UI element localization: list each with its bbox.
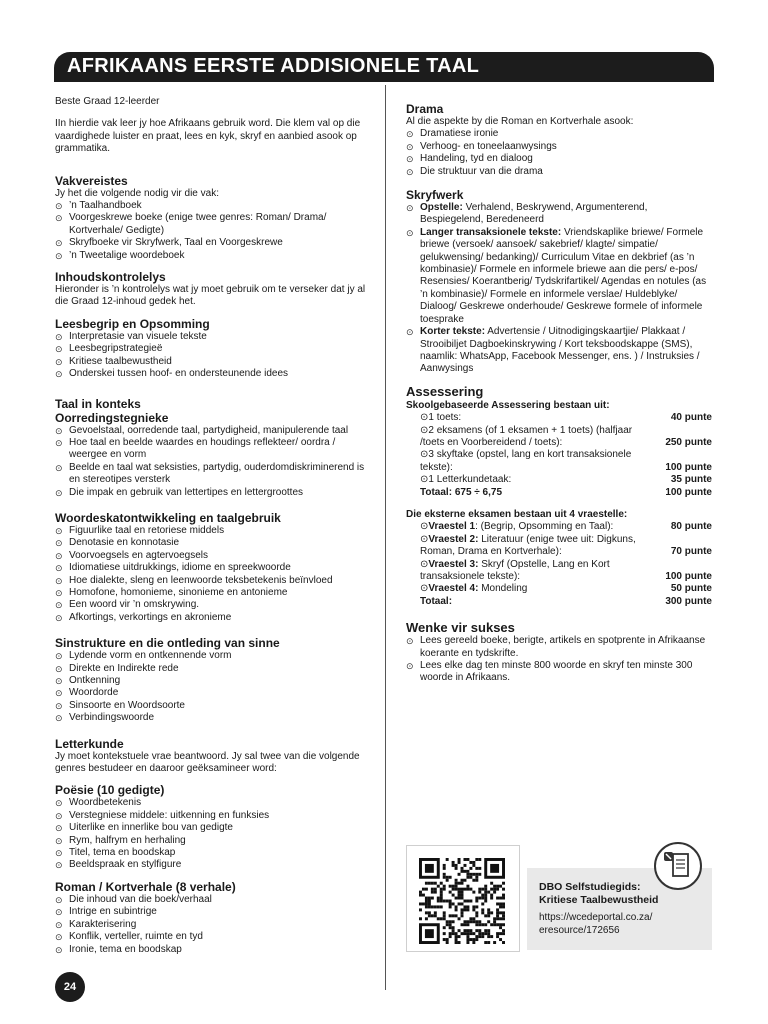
bullet-icon: ⊙	[55, 525, 63, 536]
bullet-icon: ⊙	[55, 676, 63, 686]
assessment-subheading: Skoolgebaseerde Assessering bestaan uit:	[406, 399, 610, 411]
list-item	[55, 550, 367, 562]
list-item	[55, 919, 367, 931]
item-text: Advertensie / Uitnodigingskaartjie/ Plakkaat / Strooibiljet Dagboekinskrywing / Kort teksboodskappe (SMS), naamlik: WhatsApp, Facebook Messenger, ens. ) / Instruksies / Aanwysings	[420, 326, 700, 375]
total-label: Totaal:	[420, 595, 453, 607]
bullet-list	[55, 200, 367, 262]
exam-row	[406, 559, 712, 584]
section-heading: Taal in konteks	[55, 396, 141, 411]
list-item-text: Ironie, tema en boodskap	[69, 943, 182, 955]
exam-text: Skryf (Opstelle, Lang en Kort transaksionele tekste):	[420, 558, 610, 582]
list-item-text: Karakterisering	[69, 918, 137, 930]
list-item-text: Titel, tema en boodskap	[69, 847, 176, 859]
section-heading: Drama	[406, 102, 444, 116]
list-item	[406, 660, 712, 685]
list-item	[406, 128, 712, 140]
list-item-text: Beelde en taal wat seksisties, partydig, ouderdomdiskriminerend is en stereotipes versterk	[69, 461, 365, 486]
section-heading: Woordeskatontwikkeling en taalgebruik	[55, 510, 281, 525]
exam-row	[406, 583, 712, 595]
list-item	[55, 859, 367, 871]
resource-url[interactable]	[539, 911, 652, 937]
section-heading: Sinstrukture en die ontleding van sinne	[55, 636, 280, 651]
bullet-list	[55, 525, 367, 624]
exam-label: Vraestel 3:	[428, 558, 479, 570]
ext-total-row	[406, 596, 712, 608]
bullet-icon: ⊙	[420, 449, 429, 461]
intro-paragraph: IIn hierdie vak leer jy hoe Afrikaans gebruik word. Die klem val op die vaardighede luister en praat, lees en kyk, skryf en aanbied asook op grammatika.	[55, 118, 361, 155]
section-heading: Roman / Kortverhale (8 verhale)	[55, 879, 236, 894]
list-item-text: Die impak en gebruik van lettertipes en lettergroottes	[69, 486, 304, 498]
bullet-icon: ⊙	[406, 141, 414, 152]
bullet-list	[406, 635, 712, 685]
exam-text: Literatuur (enige twee uit: Digkuns, Roman, Drama en Kortverhale):	[420, 533, 636, 558]
list-item	[406, 141, 712, 153]
list-item-text: Rym, halfrym en herhaling	[69, 834, 186, 846]
bullet-icon: ⊙	[55, 894, 63, 905]
page-title: AFRIKAANS EERSTE ADDISIONELE TAAL	[67, 55, 480, 77]
bullet-icon: ⊙	[55, 213, 63, 224]
section-heading: Assessering	[406, 383, 484, 399]
bullet-icon: ⊙	[55, 538, 63, 549]
list-item-text: Beeldspraak en stylfigure	[69, 859, 182, 871]
list-item	[55, 906, 367, 918]
bullet-icon: ⊙	[406, 227, 414, 238]
bullet-icon: ⊙	[55, 563, 63, 574]
qr-code-icon[interactable]	[419, 858, 505, 944]
assessment-label: 3 skyftake (opstel, lang en kort transaksionele tekste):	[420, 449, 632, 473]
list-item	[55, 343, 367, 355]
list-item-text: Skryfboeke vir Skryfwerk, Taal en Voorgeskrewe	[69, 237, 283, 249]
list-item	[55, 462, 367, 487]
bullet-list	[55, 331, 367, 381]
exam-points: 80 punte	[670, 521, 712, 533]
bullet-icon: ⊙	[55, 944, 63, 955]
bullet-icon: ⊙	[55, 462, 63, 473]
assessment-row	[406, 412, 712, 424]
bullet-icon: ⊙	[55, 860, 63, 871]
list-item-text: Gevoelstaal, oorredende taal, partydigheid, manipulerende taal	[69, 424, 349, 436]
item-label: Opstelle:	[420, 202, 463, 214]
resource-url-line2[interactable]: eresource/172656	[539, 925, 620, 936]
bullet-icon: ⊙	[406, 129, 414, 140]
list-item-text: Lees elke dag ten minste 800 woorde en skryf ten minste 300 woorde in Afrikaans.	[420, 660, 693, 684]
list-item-text: Voorgeskrewe boeke (enige twee genres: Roman/ Drama/ Kortverhale/ Gedigte)	[69, 212, 327, 236]
list-item-text: Lydende vorm en ontkennende vorm	[69, 650, 232, 662]
bullet-icon: ⊙	[420, 424, 429, 436]
assessment-label: 2 eksamens (of 1 eksamen + 1 toets) (halfjaar /toets en Voorbereidend / toets):	[420, 424, 633, 448]
assessment-points: 35 punte	[670, 474, 712, 486]
bullet-icon: ⊙	[55, 713, 63, 724]
section-text: Jy moet kontekstuele vrae beantwoord. Jy sal twee van die volgende genres bestudeer en daaroor geëksamineer word:	[55, 750, 360, 775]
list-item	[55, 368, 367, 380]
item-text: Vriendskaplike briewe/ Formele briewe (versoek/ aansoek/ sakebrief/ klagte/ simpatie/ gelukwensing/ bedanking)/ Curriculum Vitae en dekbrief (as ’n kombinasie)/ Formele en informele briewe aan die pers/ e-pos/ Resensies/ Koerantberig/ Tydskrifartikel/ Agendas en notules (as ’n kombinasie)/ Formele en informele verslae/ Huldeblyke/ Dialoog/ Geskrewe onderhoude/ Geskrewe formele of informele toesprake	[420, 226, 707, 325]
list-item-text: Die inhoud van die boek/verhaal	[69, 893, 212, 905]
bullet-icon: ⊙	[55, 487, 63, 498]
total-points: 300 punte	[665, 595, 712, 607]
list-item	[55, 331, 367, 343]
bullet-icon: ⊙	[55, 250, 63, 261]
list-item	[55, 612, 367, 624]
list-item-text: Woordorde	[69, 687, 119, 699]
list-item-text: Figuurlike taal en retoriese middels	[69, 524, 225, 536]
list-item-text: Verstegniese middele: uitkenning en funksies	[69, 809, 270, 821]
left-column	[55, 96, 367, 956]
exam-points: 100 punte	[665, 571, 712, 582]
bullet-list	[55, 425, 367, 499]
school-total-row	[406, 487, 712, 499]
exam-label: Vraestel 1	[428, 521, 476, 533]
list-item-text: Konflik, verteller, ruimte en tyd	[69, 931, 203, 943]
bullet-icon: ⊙	[406, 154, 414, 165]
bullet-list	[55, 894, 367, 956]
skryf-list	[406, 202, 712, 376]
bullet-icon: ⊙	[55, 331, 63, 342]
list-item	[55, 437, 367, 462]
list-item-text: Onderskei tussen hoof- en ondersteunende idees	[69, 368, 289, 380]
subsection-heading: Oorredingstegnieke	[55, 410, 169, 425]
assessment-label: 1 Letterkundetaak:	[428, 474, 512, 486]
assessment-row	[406, 474, 712, 486]
section-intro: Al die aspekte by die Roman en Kortverhale asook:	[406, 116, 634, 127]
list-item-text: Afkortings, verkortings en akronieme	[69, 611, 232, 623]
qr-code-frame[interactable]	[406, 845, 520, 952]
list-item	[55, 835, 367, 847]
list-item-text: Uiterlike en innerlike bou van gedigte	[69, 822, 233, 834]
bullet-icon: ⊙	[55, 612, 63, 623]
list-item	[55, 675, 367, 687]
bullet-icon: ⊙	[55, 575, 63, 586]
greeting: Beste Graad 12-leerder	[55, 96, 160, 107]
list-item-text: Leesbegripstrategieë	[69, 343, 163, 355]
list-item-text: Homofone, homonieme, sinonieme en antonieme	[69, 586, 288, 598]
bullet-icon: ⊙	[55, 587, 63, 598]
section-heading: Skryfwerk	[406, 188, 464, 203]
bullet-icon: ⊙	[55, 700, 63, 711]
list-item	[406, 153, 712, 165]
list-item-text: Sinsoorte en Woordsoorte	[69, 699, 185, 711]
list-item-text: Hoe dialekte, sleng en leenwoorde teksbetekenis beïnvloed	[69, 574, 333, 586]
item-label: Langer transaksionele tekste:	[420, 226, 562, 238]
bullet-icon: ⊙	[420, 521, 429, 533]
bullet-icon: ⊙	[55, 848, 63, 859]
list-item	[406, 166, 712, 178]
list-item-text: Handeling, tyd en dialoog	[420, 153, 533, 165]
list-item	[55, 810, 367, 822]
list-item	[55, 847, 367, 859]
assessment-row	[406, 449, 712, 474]
resource-url-line1[interactable]: https://wcedeportal.co.za/	[539, 912, 653, 923]
assessment-points: 250 punte	[665, 436, 712, 448]
exam-points: 70 punte	[670, 546, 712, 558]
list-item	[406, 202, 712, 227]
list-item	[55, 663, 367, 675]
exam-row	[406, 534, 712, 559]
section-intro: Jy het die volgende nodig vir die vak:	[55, 187, 219, 199]
list-item	[55, 237, 367, 249]
header-bar	[54, 52, 714, 82]
bullet-icon: ⊙	[55, 425, 63, 436]
list-item	[406, 635, 712, 660]
bullet-icon: ⊙	[55, 810, 63, 821]
bullet-icon: ⊙	[55, 550, 63, 561]
list-item	[55, 537, 367, 549]
bullet-icon: ⊙	[420, 583, 429, 595]
list-item-text: Denotasie en konnotasie	[69, 537, 180, 549]
school-assessment-table	[406, 412, 712, 486]
bullet-icon: ⊙	[55, 907, 63, 918]
external-exam-table	[406, 521, 712, 595]
exam-label: Vraestel 4:	[428, 583, 479, 595]
assessment-subheading: Die eksterne eksamen bestaan uit 4 vraestelle:	[406, 508, 628, 520]
bullet-icon: ⊙	[406, 327, 414, 338]
bullet-icon: ⊙	[55, 688, 63, 699]
list-item-text: Direkte en Indirekte rede	[69, 662, 179, 674]
item-text: Verhalend, Beskrywend, Argumenterend, Bespiegelend, Beredeneerd	[420, 202, 648, 226]
bullet-icon: ⊙	[420, 533, 429, 545]
total-label: Totaal: 675 ÷ 6,75	[420, 486, 503, 498]
section-heading: Wenke vir sukses	[406, 620, 515, 636]
list-item-text: Dramatiese ironie	[420, 128, 499, 140]
list-item	[406, 326, 712, 376]
assessment-points: 100 punte	[665, 461, 712, 473]
list-item-text: Woordbetekenis	[69, 797, 142, 809]
assessment-label: 1 toets:	[428, 412, 462, 424]
list-item-text: Een woord vir ’n omskrywing.	[69, 599, 200, 611]
list-item-text: Kritiese taalbewustheid	[69, 355, 172, 367]
bullet-list	[55, 650, 367, 724]
right-column	[406, 102, 712, 685]
bullet-icon: ⊙	[55, 369, 63, 380]
bullet-icon: ⊙	[406, 166, 414, 177]
list-item	[55, 687, 367, 699]
bullet-icon: ⊙	[420, 474, 429, 486]
list-item	[55, 356, 367, 368]
resource-title-line1: DBO Selfstudiegids:	[539, 881, 641, 893]
list-item-text: Die struktuur van die drama	[420, 165, 543, 177]
exam-row	[406, 521, 712, 533]
list-item-text: Interpretasie van visuele tekste	[69, 330, 207, 342]
list-item-text: Verhoog- en toneelaanwysings	[420, 140, 557, 152]
list-item	[55, 650, 367, 662]
list-item	[55, 931, 367, 943]
bullet-icon: ⊙	[55, 238, 63, 249]
bullet-list	[406, 128, 712, 178]
bullet-icon: ⊙	[55, 651, 63, 662]
list-item	[55, 525, 367, 537]
list-item	[55, 250, 367, 262]
bullet-icon: ⊙	[420, 558, 429, 570]
total-points: 100 punte	[665, 486, 712, 498]
list-item-text: ’n Tweetalige woordeboek	[69, 249, 185, 261]
bullet-icon: ⊙	[55, 663, 63, 674]
list-item	[55, 712, 367, 724]
list-item	[55, 575, 367, 587]
bullet-icon: ⊙	[55, 823, 63, 834]
section-heading: Inhoudskontrolelys	[55, 270, 166, 285]
bullet-icon: ⊙	[406, 203, 414, 214]
list-item	[55, 200, 367, 212]
list-item	[55, 894, 367, 906]
list-item	[55, 212, 367, 237]
exam-points: 50 punte	[670, 583, 712, 595]
list-item	[55, 797, 367, 809]
list-item	[55, 425, 367, 437]
bullet-icon: ⊙	[55, 798, 63, 809]
bullet-icon: ⊙	[55, 437, 63, 448]
bullet-icon: ⊙	[420, 412, 429, 424]
list-item	[55, 944, 367, 956]
exam-text: : (Begrip, Opsomming en Taal):	[475, 521, 614, 533]
bullet-icon: ⊙	[55, 356, 63, 367]
list-item-text: Intrige en subintrige	[69, 906, 157, 918]
bullet-icon: ⊙	[406, 636, 414, 647]
column-divider	[385, 85, 386, 990]
bullet-icon: ⊙	[55, 344, 63, 355]
assessment-row	[406, 425, 712, 450]
resource-title	[539, 881, 658, 907]
list-item-text: Voorvoegsels en agtervoegsels	[69, 549, 208, 561]
section-heading: Poësie (10 gedigte)	[55, 783, 165, 798]
bullet-icon: ⊙	[55, 201, 63, 212]
list-item	[55, 562, 367, 574]
section-heading: Leesbegrip en Opsomming	[55, 316, 210, 331]
list-item-text: ’n Taalhandboek	[69, 200, 142, 212]
assessment-points: 40 punte	[670, 412, 712, 424]
book-pencil-icon	[654, 842, 702, 890]
list-item	[55, 700, 367, 712]
list-item	[55, 822, 367, 834]
exam-text: Mondeling	[478, 583, 528, 595]
section-heading: Vakvereistes	[55, 173, 128, 188]
section-heading: Letterkunde	[55, 736, 124, 751]
list-item-text: Lees gereeld boeke, berigte, artikels en spotprente in Afrikaanse koerante en tydskrifte.	[420, 635, 706, 659]
bullet-icon: ⊙	[55, 835, 63, 846]
list-item	[55, 587, 367, 599]
exam-label: Vraestel 2:	[428, 533, 479, 545]
list-item	[406, 227, 712, 326]
list-item	[55, 487, 367, 499]
item-label: Korter tekste:	[420, 326, 486, 338]
list-item-text: Idiomatiese uitdrukkings, idiome en spreekwoorde	[69, 562, 291, 574]
section-text: Hieronder is ’n kontrolelys wat jy moet gebruik om te verseker dat jy al die Graad 12-inhoud gedek het.	[55, 284, 366, 308]
bullet-icon: ⊙	[55, 919, 63, 930]
page-number: 24	[55, 972, 85, 1002]
bullet-icon: ⊙	[55, 600, 63, 611]
list-item-text: Ontkenning	[69, 675, 121, 686]
list-item	[55, 599, 367, 611]
resource-title-line2: Kritiese Taalbewustheid	[539, 894, 659, 906]
bullet-icon: ⊙	[55, 932, 63, 943]
list-item-text: Verbindingswoorde	[69, 712, 155, 724]
bullet-list	[55, 797, 367, 871]
list-item-text: Hoe taal en beelde waardes en houdings reflekteer/ oordra / weergee en vorm	[69, 436, 336, 461]
bullet-icon: ⊙	[406, 661, 414, 672]
